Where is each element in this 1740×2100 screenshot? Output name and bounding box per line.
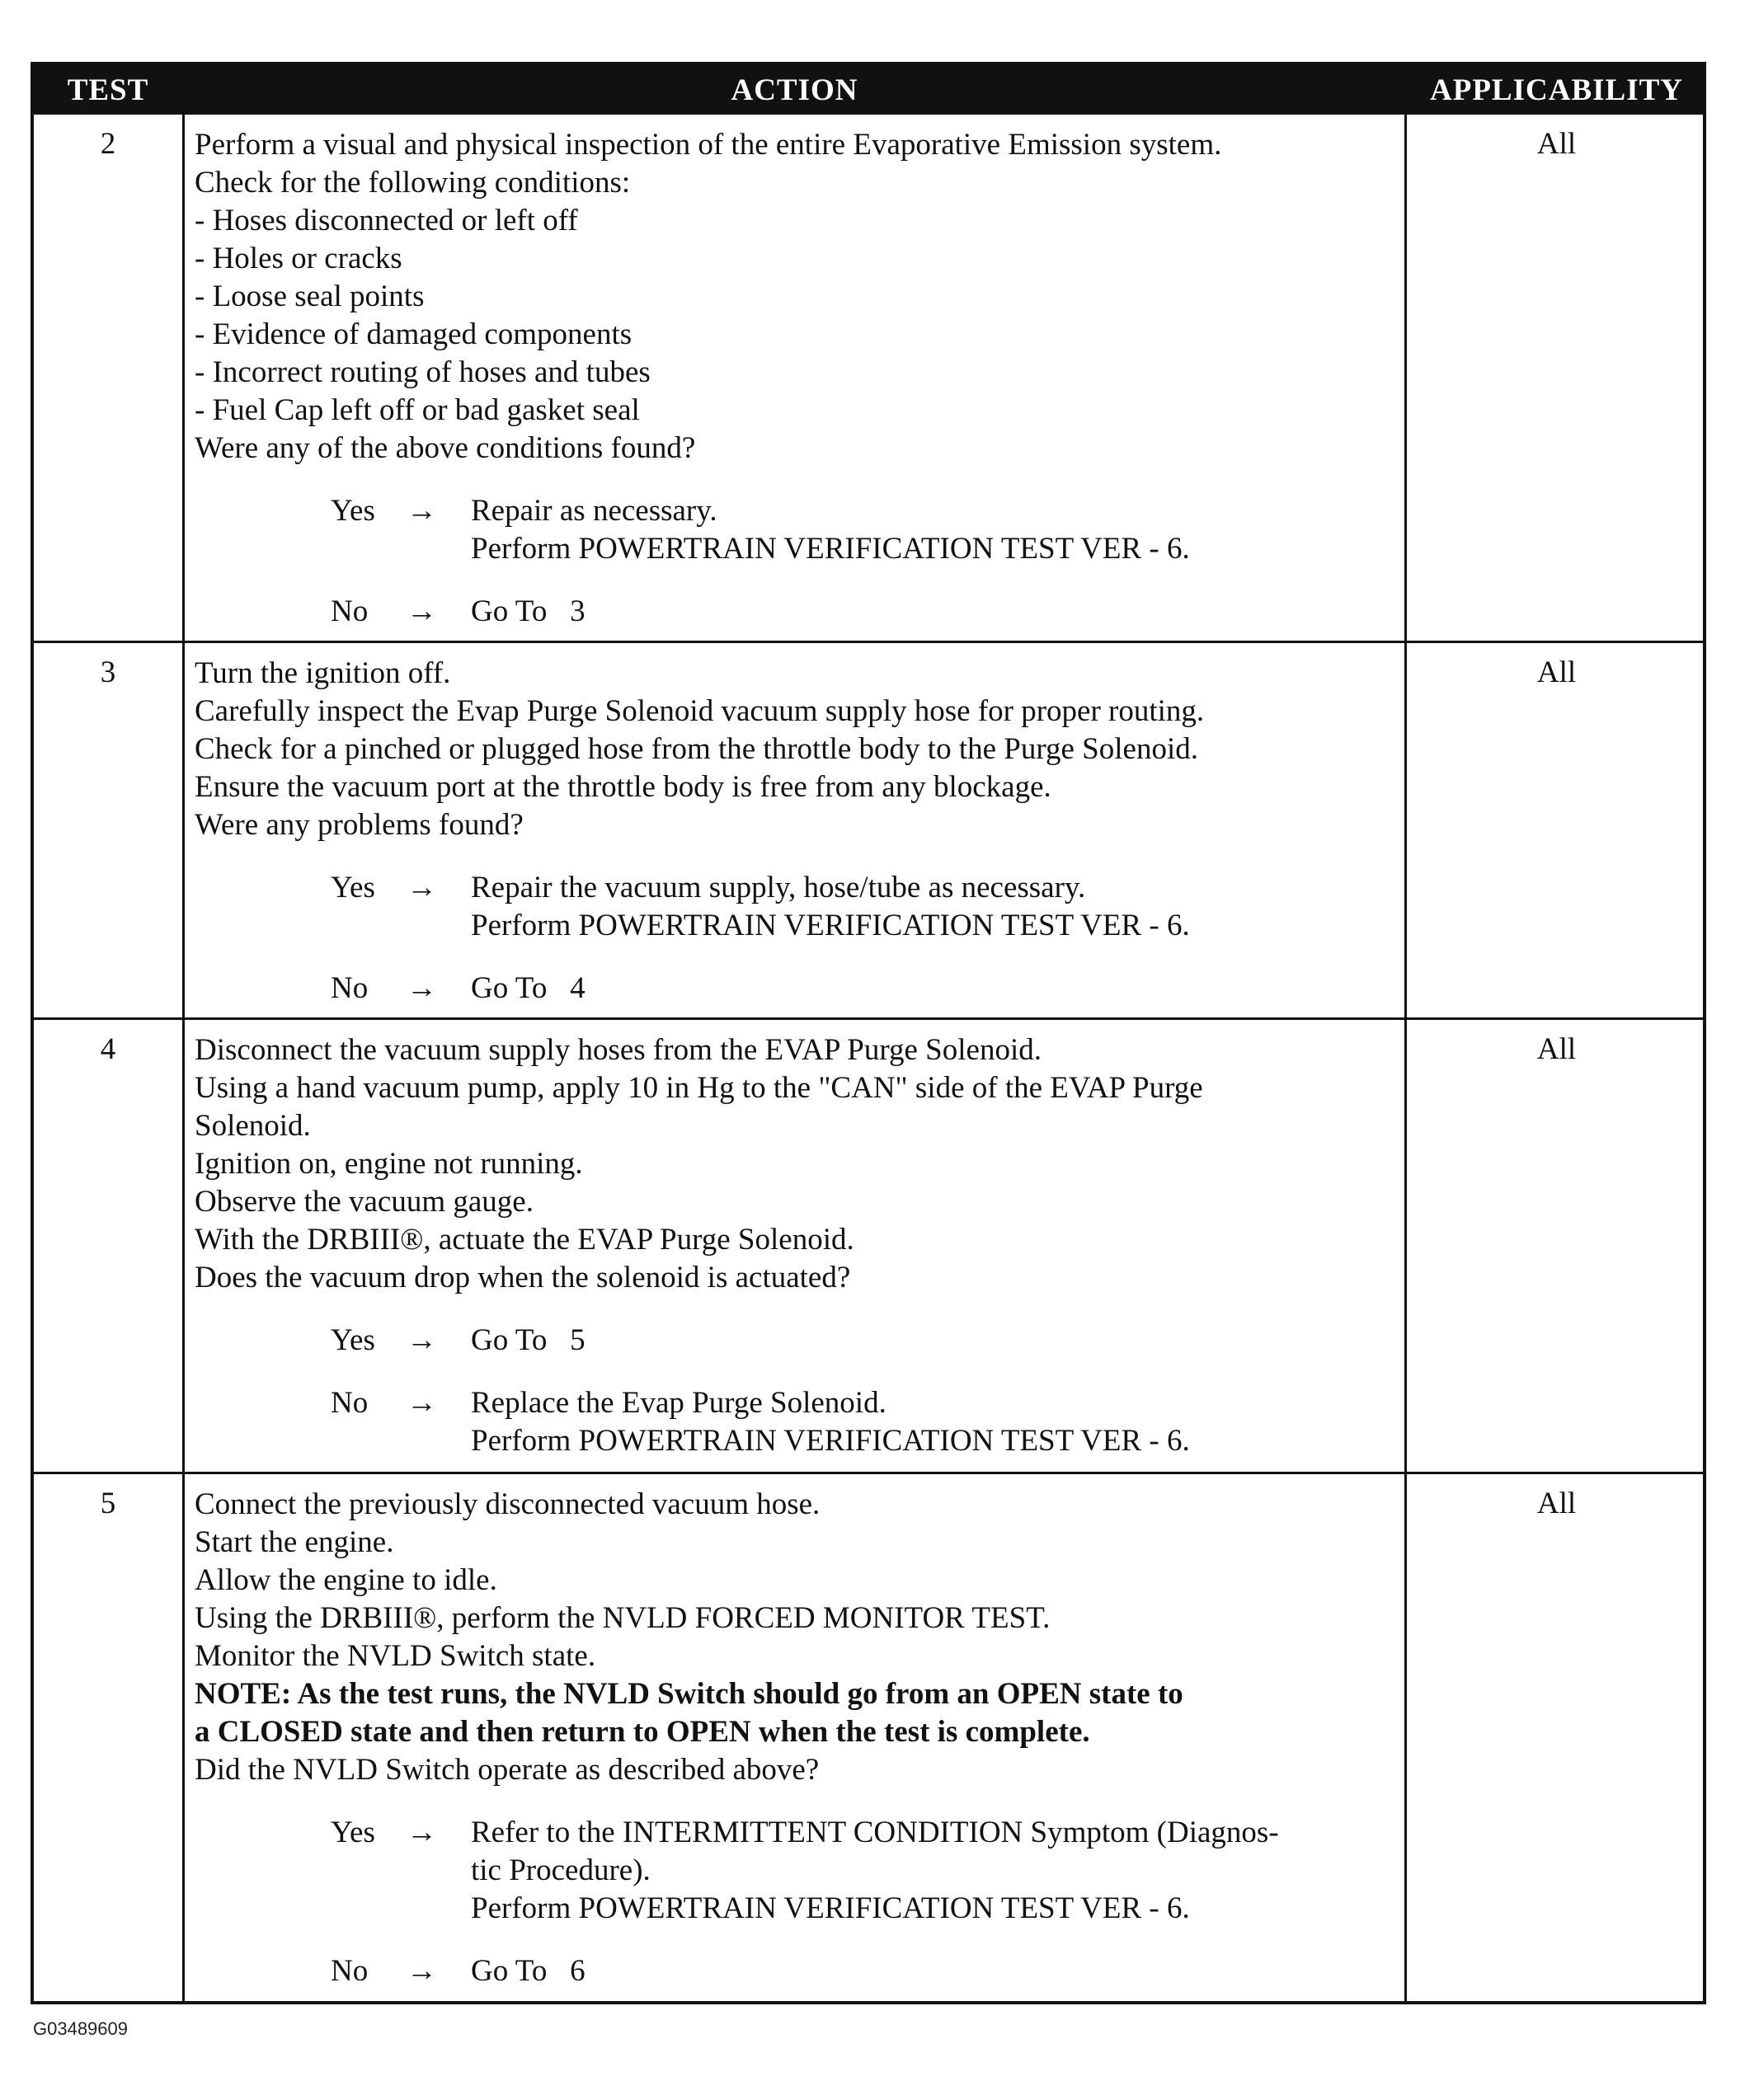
action-line: Were any of the above conditions found?	[195, 431, 696, 465]
applicability: All	[1536, 1487, 1577, 1520]
result-action: Go To 3	[471, 594, 585, 628]
diagnostic-table	[31, 62, 1706, 2004]
result-action: Go To 5	[471, 1323, 585, 1357]
action-cell	[182, 115, 1407, 641]
action-line: Check for a pinched or plugged hose from the throttle body to the Purge Solenoid.	[195, 732, 1198, 766]
answer-label: No	[331, 971, 369, 1005]
test-number: 2	[100, 127, 116, 161]
action-line: - Evidence of damaged components	[195, 317, 633, 351]
right-arrow-icon: →	[407, 1386, 437, 1420]
action-line: Using a hand vacuum pump, apply 10 in Hg to the "CAN" side of the EVAP Purge	[195, 1071, 1203, 1105]
action-line: Carefully inspect the Evap Purge Solenoid vacuum supply hose for proper routing.	[195, 694, 1205, 728]
table-row	[34, 1474, 1703, 2004]
result-action: Repair the vacuum supply, hose/tube as necessary.	[471, 871, 1086, 904]
action-line: Observe the vacuum gauge.	[195, 1185, 534, 1219]
action-cell	[182, 1020, 1407, 1472]
right-arrow-icon: →	[407, 1954, 437, 1988]
result-action: Perform POWERTRAIN VERIFICATION TEST VER - 6.	[471, 1424, 1190, 1458]
action-line: Did the NVLD Switch operate as described above?	[195, 1753, 820, 1787]
answer-label: No	[331, 594, 369, 628]
action-line: Disconnect the vacuum supply hoses from the EVAP Purge Solenoid.	[195, 1033, 1042, 1067]
answer-label: Yes	[331, 1816, 375, 1849]
result-action: Perform POWERTRAIN VERIFICATION TEST VER - 6.	[471, 909, 1190, 942]
action-line: - Fuel Cap left off or bad gasket seal	[195, 393, 640, 427]
test-number: 4	[100, 1032, 116, 1066]
action-line: Ignition on, engine not running.	[195, 1147, 583, 1181]
table-row	[34, 643, 1703, 1020]
action-cell	[182, 643, 1407, 1017]
result-action: Refer to the INTERMITTENT CONDITION Symptom (Diagnos-	[471, 1816, 1279, 1849]
header-test: TEST	[67, 73, 149, 107]
result-action: Perform POWERTRAIN VERIFICATION TEST VER - 6.	[471, 1891, 1190, 1925]
action-line: Using the DRBIII®, perform the NVLD FORCED MONITOR TEST.	[195, 1601, 1051, 1635]
action-line: Check for the following conditions:	[195, 166, 631, 200]
result-action: Perform POWERTRAIN VERIFICATION TEST VER - 6.	[471, 532, 1190, 566]
action-line: Turn the ignition off.	[195, 656, 451, 690]
result-no	[195, 593, 1404, 631]
right-arrow-icon: →	[407, 1816, 437, 1849]
answer-label: No	[331, 1954, 369, 1988]
action-line: - Holes or cracks	[195, 242, 402, 275]
action-line: With the DRBIII®, actuate the EVAP Purge Solenoid.	[195, 1223, 854, 1257]
applicability: All	[1536, 127, 1577, 161]
result-action: Go To 6	[471, 1954, 585, 1988]
applicability: All	[1536, 655, 1577, 689]
right-arrow-icon: →	[407, 971, 437, 1005]
header-applicability: APPLICABILITY	[1430, 73, 1683, 107]
header-action: ACTION	[731, 73, 858, 107]
action-line: - Hoses disconnected or left off	[195, 204, 578, 237]
action-line: Does the vacuum drop when the solenoid is actuated?	[195, 1261, 851, 1294]
figure-id: G03489609	[33, 2018, 128, 2039]
note-line: a CLOSED state and then return to OPEN when the test is complete.	[195, 1715, 1090, 1749]
right-arrow-icon: →	[407, 594, 437, 628]
result-action: Repair as necessary.	[471, 494, 717, 528]
action-line: Perform a visual and physical inspection of the entire Evaporative Emission system.	[195, 128, 1222, 162]
result-yes	[195, 1814, 1404, 1928]
answer-label: Yes	[331, 1323, 375, 1357]
result-action: tic Procedure).	[471, 1853, 651, 1887]
action-line: - Incorrect routing of hoses and tubes	[195, 355, 651, 389]
right-arrow-icon: →	[407, 871, 437, 904]
answer-label: Yes	[331, 871, 375, 904]
table-header	[34, 65, 1703, 115]
result-no	[195, 970, 1404, 1008]
action-line: Start the engine.	[195, 1525, 394, 1559]
action-line: Connect the previously disconnected vacuum hose.	[195, 1487, 821, 1521]
note-line: NOTE: As the test runs, the NVLD Switch should go from an OPEN state to	[195, 1677, 1183, 1711]
action-line: Solenoid.	[195, 1109, 311, 1143]
action-cell	[182, 1474, 1407, 2004]
result-yes	[195, 1322, 1404, 1360]
right-arrow-icon: →	[407, 494, 437, 528]
answer-label: Yes	[331, 494, 375, 528]
result-no	[195, 1384, 1404, 1460]
result-action: Go To 4	[471, 971, 585, 1005]
action-line: Monitor the NVLD Switch state.	[195, 1639, 596, 1673]
answer-label: No	[331, 1386, 369, 1420]
action-line: Ensure the vacuum port at the throttle body is free from any blockage.	[195, 770, 1051, 804]
result-yes	[195, 492, 1404, 568]
applicability: All	[1536, 1032, 1577, 1066]
right-arrow-icon: →	[407, 1323, 437, 1357]
result-action: Replace the Evap Purge Solenoid.	[471, 1386, 886, 1420]
table-row	[34, 1020, 1703, 1474]
table-row	[34, 115, 1703, 643]
action-line: - Loose seal points	[195, 280, 425, 313]
result-yes	[195, 869, 1404, 945]
test-number: 5	[100, 1487, 116, 1520]
action-line: Allow the engine to idle.	[195, 1563, 497, 1597]
action-line: Were any problems found?	[195, 808, 524, 842]
result-no	[195, 1952, 1404, 1990]
test-number: 3	[100, 655, 116, 689]
